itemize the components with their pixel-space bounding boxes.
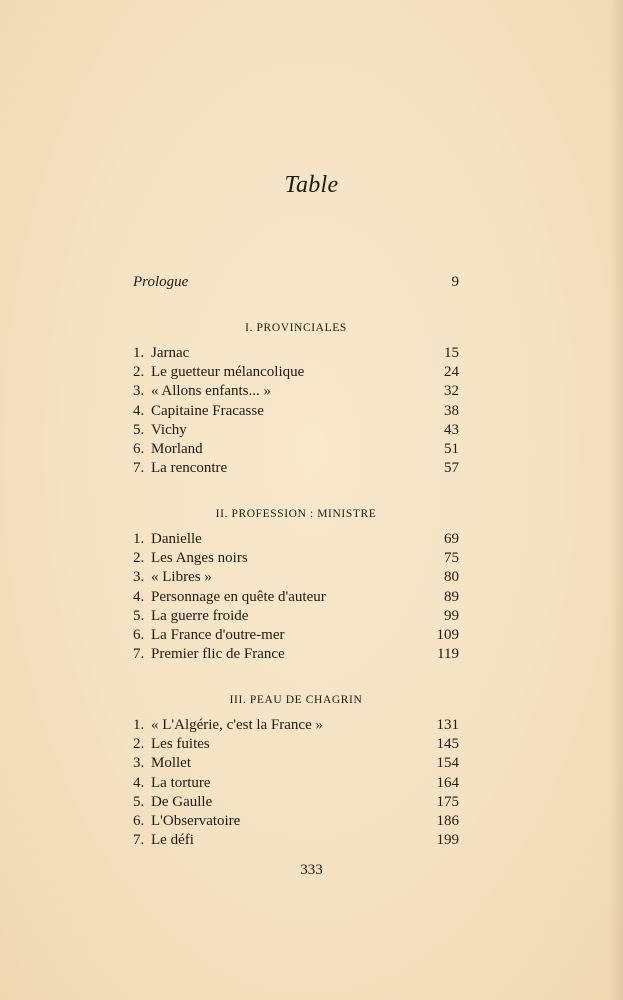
- toc-entry: [133, 568, 459, 587]
- toc-entry: [133, 754, 459, 773]
- entry-number: 4.: [133, 588, 145, 605]
- entry-label: « Allons enfants... »: [151, 383, 271, 400]
- entry-label: Capitaine Fracasse: [151, 402, 264, 419]
- entry-label: La rencontre: [151, 460, 228, 477]
- part-heading-2: II. PROFESSION : MINISTRE: [215, 508, 377, 520]
- page-number: 333: [300, 862, 323, 878]
- entry-page: 15: [444, 345, 459, 361]
- entry-page: 99: [444, 607, 459, 624]
- toc-entry: [133, 459, 459, 478]
- part-heading-3: III. PEAU DE CHAGRIN: [229, 694, 363, 706]
- entry-number: 5.: [133, 421, 145, 438]
- entry-label: Personnage en quête d'auteur: [151, 588, 326, 605]
- toc-entry: [133, 530, 459, 549]
- toc-entry: [133, 645, 459, 664]
- entry-label: Jarnac: [151, 345, 190, 361]
- entry-number: 5.: [133, 607, 145, 624]
- entry-label: Mollet: [151, 755, 191, 772]
- entry-number: 7.: [133, 646, 145, 663]
- entry-page: 57: [444, 460, 459, 477]
- toc-entry: [133, 549, 459, 568]
- entry-number: 6.: [133, 812, 145, 829]
- entry-number: 2.: [133, 364, 145, 381]
- prologue-entry: [133, 274, 459, 291]
- part-3-entries: [133, 716, 459, 850]
- entry-page: 24: [444, 364, 459, 381]
- entry-page: 43: [444, 421, 459, 438]
- entry-page: 89: [444, 588, 459, 605]
- part-heading-1: I. PROVINCIALES: [245, 322, 347, 334]
- entry-page: 119: [437, 646, 459, 663]
- entry-number: 3.: [133, 755, 145, 772]
- toc-entry: [133, 716, 459, 735]
- toc-entry: [133, 831, 459, 850]
- entry-number: 1.: [133, 717, 145, 733]
- page-edge-shadow: [609, 0, 623, 1000]
- entry-label: Les fuites: [151, 736, 210, 753]
- entry-page: 80: [444, 569, 459, 586]
- entry-number: 7.: [133, 832, 145, 849]
- entry-label: Morland: [151, 440, 203, 457]
- entry-page: 131: [436, 717, 459, 733]
- toc-entry: [133, 793, 459, 812]
- entry-label: « L'Algérie, c'est la France »: [151, 717, 324, 733]
- entry-label: La guerre froide: [151, 607, 249, 624]
- toc-entry: [133, 588, 459, 607]
- entry-label: Les Anges noirs: [151, 550, 248, 567]
- entry-number: 4.: [133, 774, 145, 791]
- entry-label: La France d'outre-mer: [151, 626, 285, 643]
- toc-entry: [133, 402, 459, 421]
- entry-number: 4.: [133, 402, 145, 419]
- entry-page: 109: [436, 626, 459, 643]
- toc-entry: [133, 421, 459, 440]
- entry-page: 154: [436, 755, 459, 772]
- entry-page: 38: [444, 402, 459, 419]
- entry-page: 186: [436, 812, 459, 829]
- entry-number: 2.: [133, 736, 145, 753]
- toc-entry: [133, 812, 459, 831]
- entry-number: 6.: [133, 626, 145, 643]
- entry-page: 199: [436, 832, 459, 849]
- entry-page: 75: [444, 550, 459, 567]
- entry-label: Le défi: [151, 832, 194, 849]
- toc-entry: [133, 363, 459, 382]
- entry-number: 1.: [133, 345, 145, 361]
- toc-entry: [133, 735, 459, 754]
- toc-entry: [133, 382, 459, 401]
- toc-entry: [133, 344, 459, 363]
- entry-page: 145: [436, 736, 459, 753]
- entry-number: 3.: [133, 569, 145, 586]
- toc-entry: [133, 626, 459, 645]
- entry-number: 6.: [133, 440, 145, 457]
- entry-page: 175: [436, 793, 459, 810]
- toc-entry: [133, 440, 459, 459]
- entry-label: L'Observatoire: [151, 812, 241, 829]
- entry-label: Danielle: [151, 531, 202, 547]
- entry-page: 164: [436, 774, 459, 791]
- prologue-label: Prologue: [133, 274, 189, 290]
- entry-label: « Libres »: [151, 569, 212, 586]
- entry-number: 7.: [133, 460, 145, 477]
- entry-page: 32: [444, 383, 459, 400]
- toc-entry: [133, 774, 459, 793]
- part-1-entries: [133, 344, 459, 478]
- toc-entry: [133, 607, 459, 626]
- page-title: Table: [284, 172, 339, 198]
- entry-number: 1.: [133, 531, 145, 547]
- entry-label: Premier flic de France: [151, 646, 285, 663]
- entry-number: 5.: [133, 793, 145, 810]
- entry-label: De Gaulle: [151, 793, 213, 810]
- prologue-page: 9: [451, 274, 459, 290]
- entry-page: 69: [444, 531, 459, 547]
- entry-label: Vichy: [151, 421, 187, 438]
- entry-page: 51: [444, 440, 459, 457]
- entry-label: La torture: [151, 774, 211, 791]
- entry-label: Le guetteur mélancolique: [151, 364, 305, 381]
- part-2-entries: [133, 530, 459, 664]
- entry-number: 2.: [133, 550, 145, 567]
- entry-number: 3.: [133, 383, 145, 400]
